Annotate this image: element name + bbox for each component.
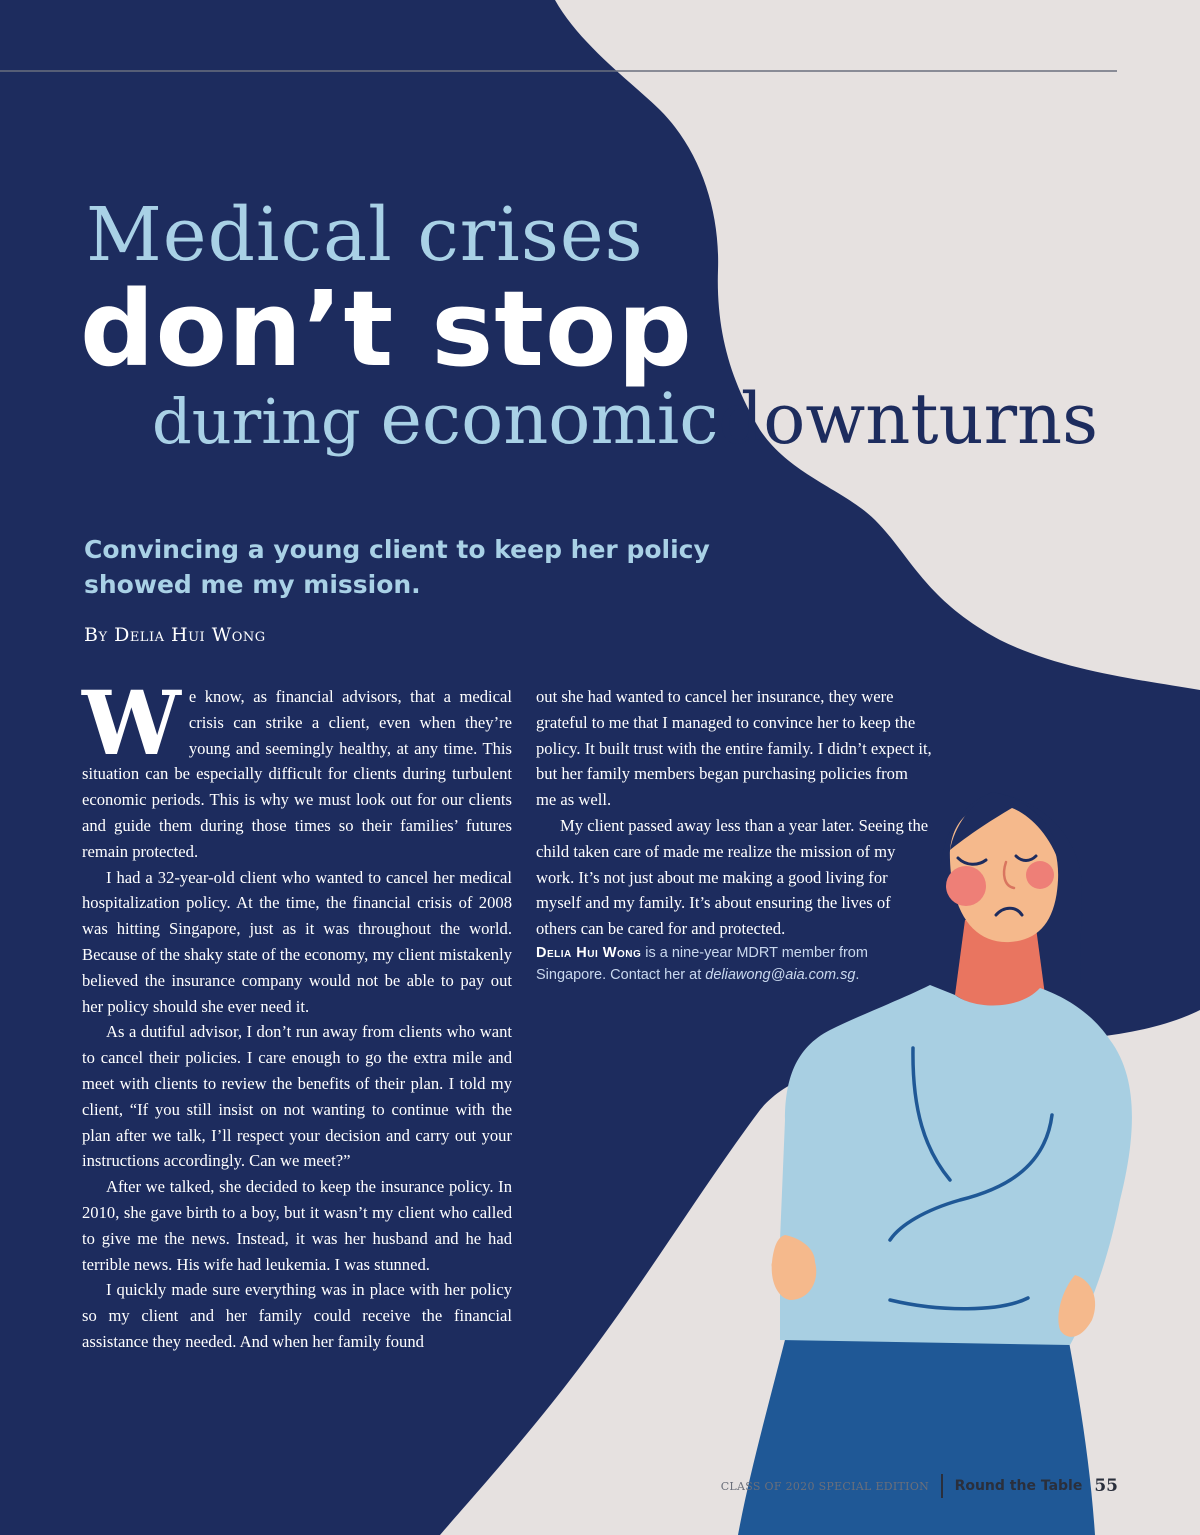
paragraph-2: I had a 32-year-old client who wanted to cancel her medical hospitalization policy. At the time, the financial crisis of 2008 was hitting Singapore, just as it was throughout the world. Because of the shaky state of the economy, my client mistakenly believed the insurance company would not be able to pay out her policy should she ever need it. (82, 867, 512, 1016)
right-cheek (1026, 861, 1054, 889)
paragraph-3: As a dutiful advisor, I don’t run away from clients who want to cancel their policies. I care enough to go the extra mile and meet with clients to review the benefits of their plan. I told my client, “If you still insist on not wanting to continue with the plan after we talk, I’ll respect your decision and carry out your instructions accordingly. Can we meet?” (82, 1022, 512, 1171)
paragraph-4: After we talked, she decided to keep the insurance policy. In 2010, she gave birth to a boy, but it wasn’t my client who called to give me the news. Instead, it was her husband and he had terrible news. His wife had leukemia. I was stunned. (82, 1177, 512, 1274)
article-subtitle: Convincing a young client to keep her policy showed me my mission. (84, 535, 710, 599)
article-column-right (536, 684, 932, 986)
page-footer (721, 1472, 1118, 1500)
page-number: 55 (1094, 1476, 1118, 1496)
bio-text: is a nine-year MDRT member from Singapore. Contact her at (536, 944, 868, 983)
author-email-link[interactable]: deliawong@aia.com.sg (705, 966, 856, 983)
left-finger-2 (776, 1263, 806, 1265)
footer-publication: Round the Table (954, 1478, 1083, 1494)
headline-downturns: downturns (718, 378, 1099, 460)
paragraph-5-end: out she had wanted to cancel her insurance, they were grateful to me that I managed to convince her to keep the policy. It built trust with the entire family. I didn’t expect it, but her family members began purchasing policies from me as well. (536, 687, 932, 810)
headline-line-3 (152, 378, 1098, 460)
paragraph-1-text: e know, as financial advisors, that a medical crisis can strike a client, even when they’re young and seemingly healthy, at any time. This situation can be especially difficult for clients during turbulent economic periods. This is why we must look out for our clients and guide them during those times so their families’ futures remain protected. (82, 687, 512, 861)
drop-cap: W (82, 671, 181, 775)
byline: By Delia Hui Wong (84, 624, 266, 646)
headline-economic: economic (380, 378, 719, 460)
left-cheek (946, 866, 986, 906)
author-bio (536, 942, 932, 986)
footer-divider (941, 1474, 943, 1498)
pants-shape (738, 1320, 1095, 1535)
bio-end: . (855, 966, 860, 983)
footer-edition: CLASS OF 2020 SPECIAL EDITION (720, 1479, 930, 1493)
paragraph-5-start: I quickly made sure everything was in place with her policy so my client and her family could receive the financial assistance they needed. And when her family found (82, 1280, 512, 1351)
headline-line-1: Medical crises (86, 192, 644, 278)
bio-author-name: Delia Hui Wong (536, 944, 642, 961)
article-column-left (82, 671, 512, 1355)
paragraph-1 (82, 671, 512, 865)
headline-during: during (152, 385, 361, 458)
paragraph-6: My client passed away less than a year later. Seeing the child taken care of made me realize the mission of my work. It’s not just about me making a good living for myself and my family. It’s about ensuring the lives of others can be cared for and protected. (536, 815, 929, 939)
headline-line-2: don’t stop (80, 268, 693, 390)
